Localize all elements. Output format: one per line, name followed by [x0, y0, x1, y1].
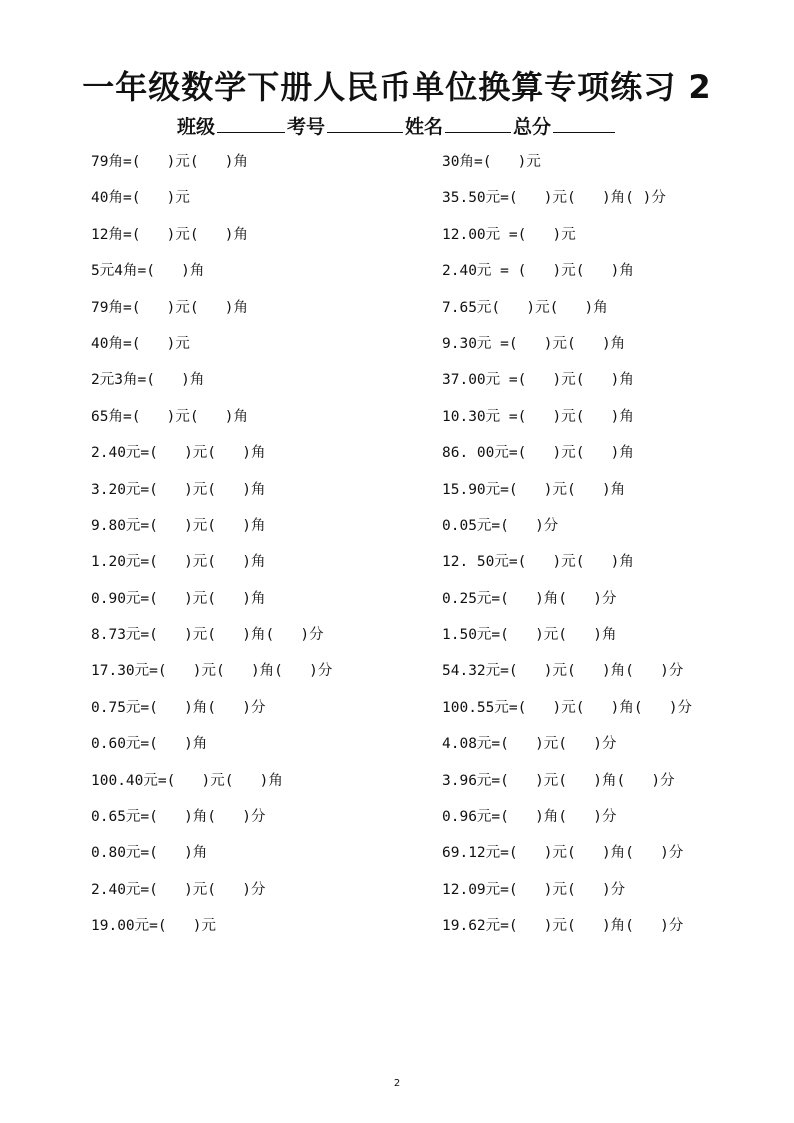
- exercise-item: 12.00元 =( )元: [442, 226, 576, 243]
- exercise-item: 7.65元( )元( )角: [442, 299, 608, 316]
- exercise-item: 0.25元=( )角( )分: [442, 590, 617, 607]
- exercise-item: 4.08元=( )元( )分: [442, 736, 617, 753]
- exercise-item: 100.40元=( )元( )角: [91, 772, 283, 789]
- exercise-item: 2元3角=( )角: [91, 372, 205, 389]
- name-blank[interactable]: [445, 116, 511, 133]
- exercise-item: 100.55元=( )元( )角( )分: [442, 699, 693, 716]
- exercise-item: 8.73元=( )元( )角( )分: [91, 627, 324, 644]
- exercise-item: 2.40元=( )元( )角: [91, 445, 266, 462]
- exercise-item: 0.75元=( )角( )分: [91, 699, 266, 716]
- exercise-item: 15.90元=( )元( )角: [442, 481, 626, 498]
- exercise-item: 3.96元=( )元( )角( )分: [442, 772, 675, 789]
- exercise-item: 69.12元=( )元( )角( )分: [442, 845, 684, 862]
- exercise-item: 1.50元=( )元( )角: [442, 627, 617, 644]
- exam-no-blank[interactable]: [327, 116, 403, 133]
- exercise-item: 9.30元 =( )元( )角: [442, 335, 626, 352]
- exercise-item: 35.50元=( )元( )角( )分: [442, 190, 666, 207]
- exam-no-label: 考号: [286, 116, 325, 138]
- exercise-item: 79角=( )元( )角: [91, 299, 248, 316]
- exercise-item: 0.60元=( )角: [91, 736, 208, 753]
- exercise-item: 0.96元=( )角( )分: [442, 809, 617, 826]
- page-title: 一年级数学下册人民币单位换算专项练习 2: [82, 68, 712, 106]
- exercise-item: 12角=( )元( )角: [91, 226, 248, 243]
- exercise-item: 65角=( )元( )角: [91, 408, 248, 425]
- exercise-item: 79角=( )元( )角: [91, 154, 248, 170]
- exercise-item: 40角=( )元: [91, 190, 190, 207]
- score-label: 总分: [513, 116, 552, 138]
- exercise-item: 3.20元=( )元( )角: [91, 481, 266, 498]
- exercise-item: 37.00元 =( )元( )角: [442, 372, 634, 389]
- exercise-item: 19.00元=( )元: [91, 918, 217, 935]
- right-exercise-column: [442, 150, 692, 951]
- page-number: 2: [393, 1078, 401, 1089]
- exercise-item: 0.80元=( )角: [91, 845, 208, 862]
- exercise-item: 86. 00元=( )元( )角: [442, 445, 634, 462]
- class-blank[interactable]: [217, 116, 285, 133]
- exercise-item: 2.40元=( )元( )分: [91, 881, 266, 898]
- exercise-item: 30角=( )元: [442, 154, 541, 170]
- exercise-item: 0.65元=( )角( )分: [91, 809, 266, 826]
- exercise-item: 1.20元=( )元( )角: [91, 554, 266, 571]
- exercise-item: 5元4角=( )角: [91, 263, 205, 280]
- student-info-line: [0, 112, 794, 139]
- exercise-item: 10.30元 =( )元( )角: [442, 408, 634, 425]
- exercise-item: 12.09元=( )元( )分: [442, 881, 626, 898]
- exercise-item: 0.90元=( )元( )角: [91, 590, 266, 607]
- name-label: 姓名: [405, 116, 444, 138]
- exercise-item: 19.62元=( )元( )角( )分: [442, 918, 684, 935]
- exercise-item: 54.32元=( )元( )角( )分: [442, 663, 684, 680]
- left-exercise-column: [91, 150, 332, 951]
- score-blank[interactable]: [553, 116, 615, 133]
- exercise-item: 40角=( )元: [91, 335, 190, 352]
- exercise-item: 12. 50元=( )元( )角: [442, 554, 634, 571]
- exercise-item: 17.30元=( )元( )角( )分: [91, 663, 333, 680]
- class-label: 班级: [176, 116, 215, 138]
- exercise-item: 2.40元 = ( )元( )角: [442, 263, 634, 280]
- exercise-item: 0.05元=( )分: [442, 517, 559, 534]
- exercise-item: 9.80元=( )元( )角: [91, 517, 266, 534]
